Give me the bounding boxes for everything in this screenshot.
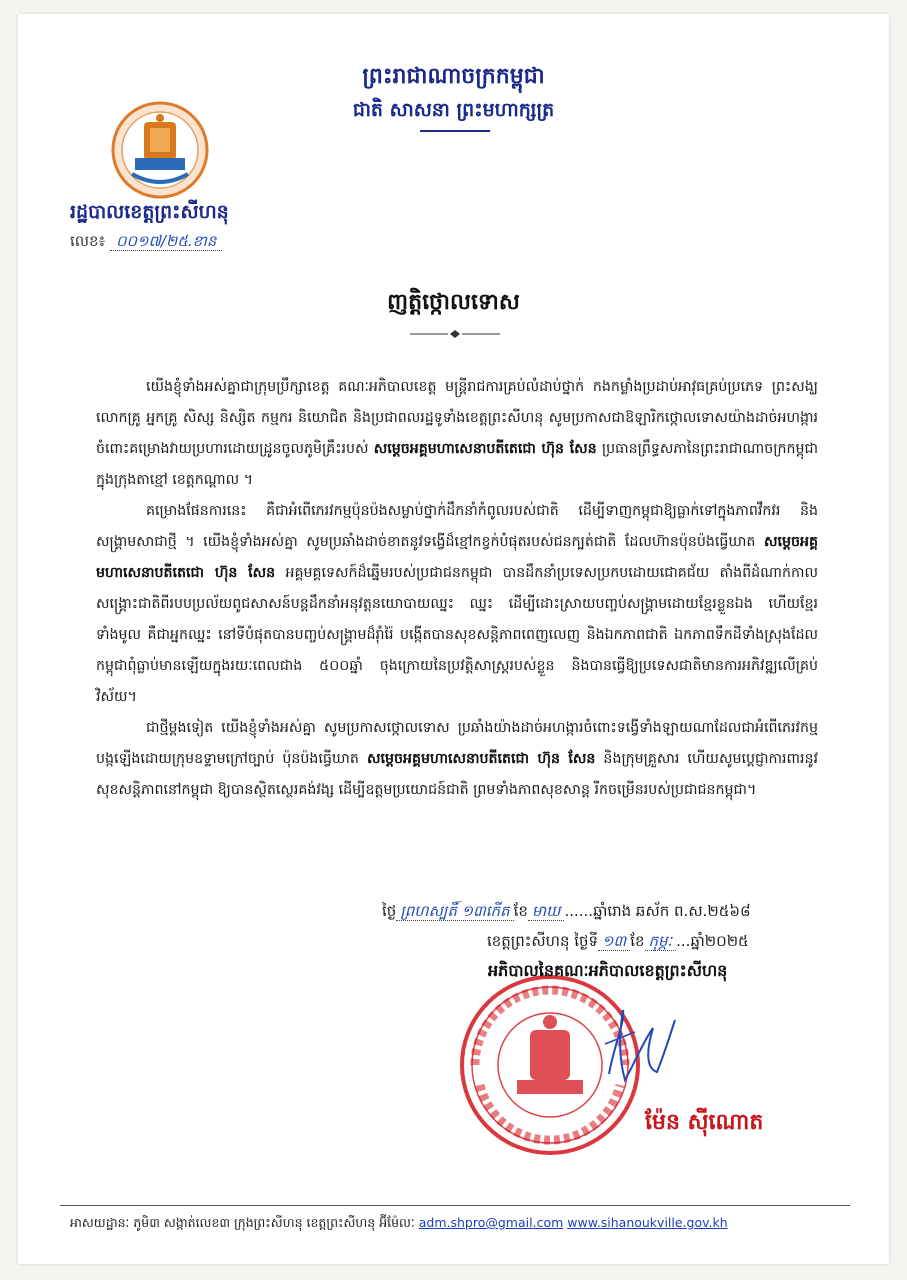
paragraph-3-text-a: ជាថ្មីម្តងទៀត យើងខ្ញុំទាំងអស់គ្នា សូមប្រកាសថ្កោលទោស ប្រឆាំងយ៉ាងដាច់អហង្ការចំពោះទង្វើទាំងឡាយណាដែលជាអំពើភេរវកម្ម បង្កឡើងដោយក្រុមឧទ្ទាមក្រៅច្បាប់ ប៉ុនប៉ងធ្វើឃាត <box>96 720 818 767</box>
kingdom-heading: ព្រះរាជាណាចក្រកម្ពុជា <box>362 63 545 89</box>
solar-month: កុម្ភៈ <box>645 932 677 951</box>
solar-date-suffix: ...ឆ្នាំ២០២៥ <box>676 932 749 950</box>
lunar-day: ព្រហស្បតិ៍ ១៣កើត <box>396 902 513 921</box>
paragraph-2 <box>96 496 818 713</box>
lunar-date <box>382 902 751 924</box>
signatory-name: ម៉ែន សុីណោត <box>645 1109 764 1135</box>
solar-date-prefix: ខេត្តព្រះសីហនុ ថ្ងៃទី <box>487 932 599 950</box>
lunar-date-suffix: ......ឆ្នាំរោង ឆស័ក ព.ស.២៥៦៨ <box>564 902 751 920</box>
footer-email-link[interactable]: adm.shpro@gmail.com <box>418 1215 564 1230</box>
signatory-title: អភិបាលនៃគណៈអភិបាលខេត្តព្រះសីហនុ <box>488 961 728 980</box>
document-body <box>96 372 818 806</box>
lunar-month-label: ខែ <box>513 902 528 920</box>
paragraph-2-text-b: អគ្គមគ្គទេសក៍ដ៏ឆ្នើមរបស់ប្រជាជនកម្ពុជា បានដឹកនាំប្រទេសប្រកបដោយជោគជ័យ តាំងពីដំណាក់កាលសង្គ្រោះជាតិពីរបបប្រល័យពូជសាសន៍បន្តដឹកនាំអនុវត្តនយោបាយឈ្នះ ឈ្នះ ដើម្បីដោះស្រាយបញ្ចប់សង្គ្រាមដោយខ្មែរខ្លួនឯង ហើយខ្មែរទាំងមូល គឺជាអ្នកឈ្នះ នៅទីបំផុតបានបញ្ចប់សង្គ្រាមដ៏រ៉ាំរ៉ៃ បង្កើតបានសុខសន្តិភាពពេញលេញ និងឯកភាពជាតិ ឯកភាពទឹកដីទាំងស្រុងដែលកម្ពុជាពុំធ្លាប់មានឡើយក្នុងរយៈពេលជាង ៥០០ឆ្នាំ ចុងក្រោយនៃប្រវត្តិសាស្ត្ររបស់ខ្លួន និងបានធ្វើឱ្យប្រទេសជាតិមានការអភិវឌ្ឍលើគ្រប់វិស័យ។ <box>96 565 818 705</box>
footer-divider <box>60 1205 850 1206</box>
paragraph-3-name: សម្តេចអគ្គមហាសេនាបតីតេជោ ហ៊ុន សែន <box>366 751 596 767</box>
reference-row <box>70 232 222 254</box>
lunar-month: មាឃ <box>528 902 565 921</box>
lunar-date-prefix: ថ្ងៃ <box>382 902 397 920</box>
footer-website-link[interactable]: www.sihanoukville.gov.kh <box>567 1215 728 1230</box>
handwritten-signature <box>595 1002 685 1102</box>
paragraph-1-name: សម្តេចអគ្គមហាសេនាបតីតេជោ ហ៊ុន សែន <box>373 441 597 457</box>
title-ornament-icon <box>410 330 500 338</box>
paragraph-3-text-b: និងក្រុមគ្រួសារ ហើយសូមប្តេជ្ញាការពារនូវសុខសន្តិភាពនៅកម្ពុជា ឱ្យបានស្ថិតស្ថេរគង់វង្ស ដើម្បីឧត្តមប្រយោជន៍ជាតិ ព្រមទាំងភាពសុខសាន្ត រីកចម្រើនរបស់ប្រជាជនកម្ពុជា។ <box>96 751 819 798</box>
solar-date <box>487 932 749 954</box>
provincial-emblem-icon <box>110 100 210 200</box>
solar-day: ១៣ <box>598 932 630 951</box>
paragraph-1-text-a: យើងខ្ញុំទាំងអស់គ្នាជាក្រុមប្រឹក្សាខេត្ត គណៈអភិបាលខេត្ត មន្ត្រីរាជការគ្រប់លំដាប់ថ្នាក់ កងកម្លាំងប្រដាប់អាវុធគ្រប់ប្រភេទ ព្រះសង្ឃ លោកគ្រូ អ្នកគ្រូ សិស្ស និស្សិត កម្មករ និយោជិត និងប្រជាពលរដ្ឋទូទាំងខេត្តព្រះសីហនុ សូមប្រកាសជាឱឡារិកថ្កោលទោសយ៉ាងដាច់អហង្ការ ចំពោះគម្រោងវាយប្រហារដោយដ្រូនចូលភូមិគ្រឹះរបស់ <box>96 379 818 457</box>
motto-divider <box>420 130 490 132</box>
document-title: ញត្តិថ្កោលទោស <box>387 289 520 315</box>
national-motto: ជាតិ សាសនា ព្រះមហាក្សត្រ <box>352 99 555 121</box>
issuing-authority: រដ្ឋបាលខេត្តព្រះសីហនុ <box>70 201 229 223</box>
paragraph-1 <box>96 372 818 496</box>
reference-number: ០០១៧/២៥.ខាន <box>110 232 223 251</box>
footer-address: អាសយដ្ឋានៈ ភូមិ៣ សង្កាត់លេខ៣ ក្រុងព្រះសីហនុ ខេត្តព្រះសីហនុ អ៊ីម៉ែលៈ <box>70 1215 415 1230</box>
paragraph-2-name: សម្តេចអគ្គមហាសេនាបតីតេជោ ហ៊ុន សែន <box>96 534 818 581</box>
paragraph-1-text-b: ប្រធានព្រឹទ្ធសភានៃព្រះរាជាណាចក្រកម្ពុជា ក្នុងក្រុងតាខ្មៅ ខេត្តកណ្តាល ។ <box>96 441 818 488</box>
footer <box>70 1215 728 1234</box>
reference-label: លេខ៖ <box>70 232 106 250</box>
paragraph-2-text-a: គម្រោងផែនការនេះ គឺជាអំពើភេរវកម្មប៉ុនប៉ងសម្លាប់ថ្នាក់ដឹកនាំកំពូលរបស់ជាតិ ដើម្បីទាញកម្ពុជាឱ្យធ្លាក់ទៅក្នុងភាពវឹកវរ និងសង្គ្រាមសាជាថ្មី ។ យើងខ្ញុំទាំងអស់គ្នា សូមប្រឆាំងដាច់ខាតនូវទង្វើដ៏ខ្មៅកខ្វក់បំផុតរបស់ជនក្បត់ជាតិ ដែលហ៊ានប៉ុនប៉ងធ្វើឃាត <box>96 503 818 550</box>
solar-month-label: ខែ <box>630 932 645 950</box>
paragraph-3 <box>96 713 818 806</box>
